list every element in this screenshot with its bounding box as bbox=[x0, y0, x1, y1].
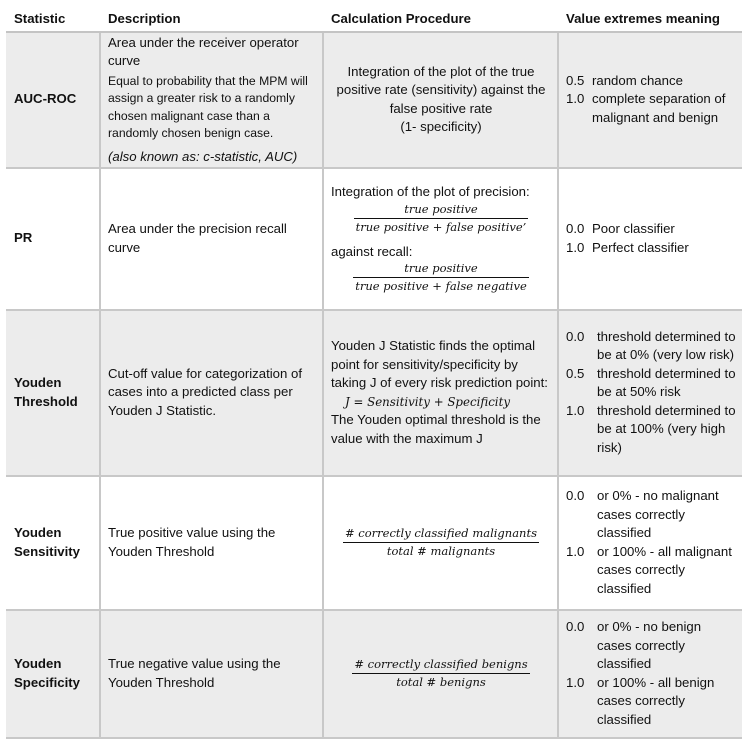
cell-description: Cut-off value for categorization of cases into a predicted class per Youden J Statistic. bbox=[100, 310, 323, 476]
cell-description: True negative value using the Youden Threshold bbox=[100, 610, 323, 738]
cell-procedure bbox=[323, 168, 558, 310]
procedure-tail: The Youden optimal threshold is the value with the maximum J bbox=[331, 412, 541, 446]
cell-statistic: Youden Threshold bbox=[6, 310, 100, 476]
table-row-youden-threshold bbox=[6, 310, 742, 476]
specificity-numerator: # correctly classified benigns bbox=[354, 657, 528, 671]
recall-formula bbox=[331, 261, 551, 294]
cell-description: True positive value using the Youden Threshold bbox=[100, 476, 323, 610]
specificity-formula bbox=[352, 657, 529, 690]
procedure-middle: against recall: bbox=[331, 243, 413, 259]
extremes-list bbox=[566, 487, 736, 598]
cell-procedure bbox=[323, 32, 558, 168]
cell-extremes bbox=[558, 310, 742, 476]
procedure-intro: Youden J Statistic finds the optimal point for sensitivity/specificity by taking J of every risk prediction point: bbox=[331, 338, 548, 390]
cell-description: Area under the precision recall curve bbox=[100, 168, 323, 310]
description-note: (also known as: c-statistic, AUC) bbox=[108, 148, 298, 164]
extreme-item: 1.0 or 100% - all malignant cases correctly classified bbox=[566, 543, 732, 596]
sensitivity-formula bbox=[343, 526, 539, 559]
precision-numerator: true positive bbox=[404, 201, 478, 216]
cell-statistic: AUC-ROC bbox=[6, 32, 100, 168]
procedure-text: Integration of the plot of the true positive rate (sensitivity) against the false positive rate bbox=[336, 63, 546, 116]
cell-statistic: Youden Specificity bbox=[6, 610, 100, 738]
sensitivity-numerator: # correctly classified malignants bbox=[345, 526, 537, 540]
extreme-item: 0.5 random chance bbox=[566, 72, 683, 88]
extreme-item: 1.0 complete separation of malignant and benign bbox=[566, 91, 726, 125]
table-row-auc-roc bbox=[6, 32, 742, 168]
extreme-item: 0.0 or 0% - no malignant cases correctly classified bbox=[566, 488, 719, 540]
header-row bbox=[6, 8, 742, 32]
extreme-item: 1.0 or 100% - all benign cases correctly classified bbox=[566, 674, 715, 727]
description-main: Area under the receiver operator curve bbox=[108, 34, 299, 68]
extreme-item: 1.0 threshold determined to be at 100% (very high risk) bbox=[566, 402, 736, 455]
header-extremes: Value extremes meaning bbox=[558, 8, 742, 32]
cell-procedure bbox=[323, 476, 558, 610]
recall-denominator: true positive + false negative bbox=[355, 279, 527, 293]
procedure-tail: (1- specificity) bbox=[400, 119, 482, 134]
cell-procedure bbox=[323, 610, 558, 738]
extremes-list bbox=[566, 328, 736, 458]
youden-j-formula: J = Sensitivity + Specificity bbox=[345, 394, 510, 409]
cell-description bbox=[100, 32, 323, 168]
extremes-list bbox=[566, 220, 736, 257]
cell-extremes bbox=[558, 168, 742, 310]
extreme-item: 0.0 or 0% - no benign cases correctly classified bbox=[566, 619, 702, 671]
precision-formula bbox=[331, 202, 551, 235]
precision-denominator: true positive + false positive’ bbox=[355, 219, 527, 234]
cell-statistic: PR bbox=[6, 168, 100, 310]
table-row-youden-specificity bbox=[6, 610, 742, 738]
cell-statistic: Youden Sensitivity bbox=[6, 476, 100, 610]
statistics-table bbox=[6, 8, 742, 739]
cell-extremes bbox=[558, 32, 742, 168]
header-statistic: Statistic bbox=[6, 8, 100, 32]
recall-numerator: true positive bbox=[404, 261, 478, 275]
table-row-youden-sensitivity bbox=[6, 476, 742, 610]
extreme-item: 0.0 Poor classifier bbox=[566, 221, 675, 236]
extremes-list bbox=[566, 72, 736, 128]
header-procedure: Calculation Procedure bbox=[323, 8, 558, 32]
cell-extremes bbox=[558, 610, 742, 738]
specificity-denominator: total # benigns bbox=[352, 673, 529, 690]
extremes-list bbox=[566, 618, 736, 729]
extreme-item: 1.0 Perfect classifier bbox=[566, 239, 689, 255]
extreme-item: 0.0 threshold determined to be at 0% (very low risk) bbox=[566, 328, 736, 363]
cell-extremes bbox=[558, 476, 742, 610]
description-detail: Equal to probability that the MPM will assign a greater risk to a randomly chosen malignant case than a randomly chosen benign case. bbox=[108, 73, 308, 140]
sensitivity-denominator: total # malignants bbox=[343, 542, 539, 559]
cell-procedure bbox=[323, 310, 558, 476]
extreme-item: 0.5 threshold determined to be at 50% risk bbox=[566, 365, 736, 400]
table-row-pr bbox=[6, 168, 742, 310]
procedure-intro: Integration of the plot of precision: bbox=[331, 184, 530, 199]
header-description: Description bbox=[100, 8, 323, 32]
